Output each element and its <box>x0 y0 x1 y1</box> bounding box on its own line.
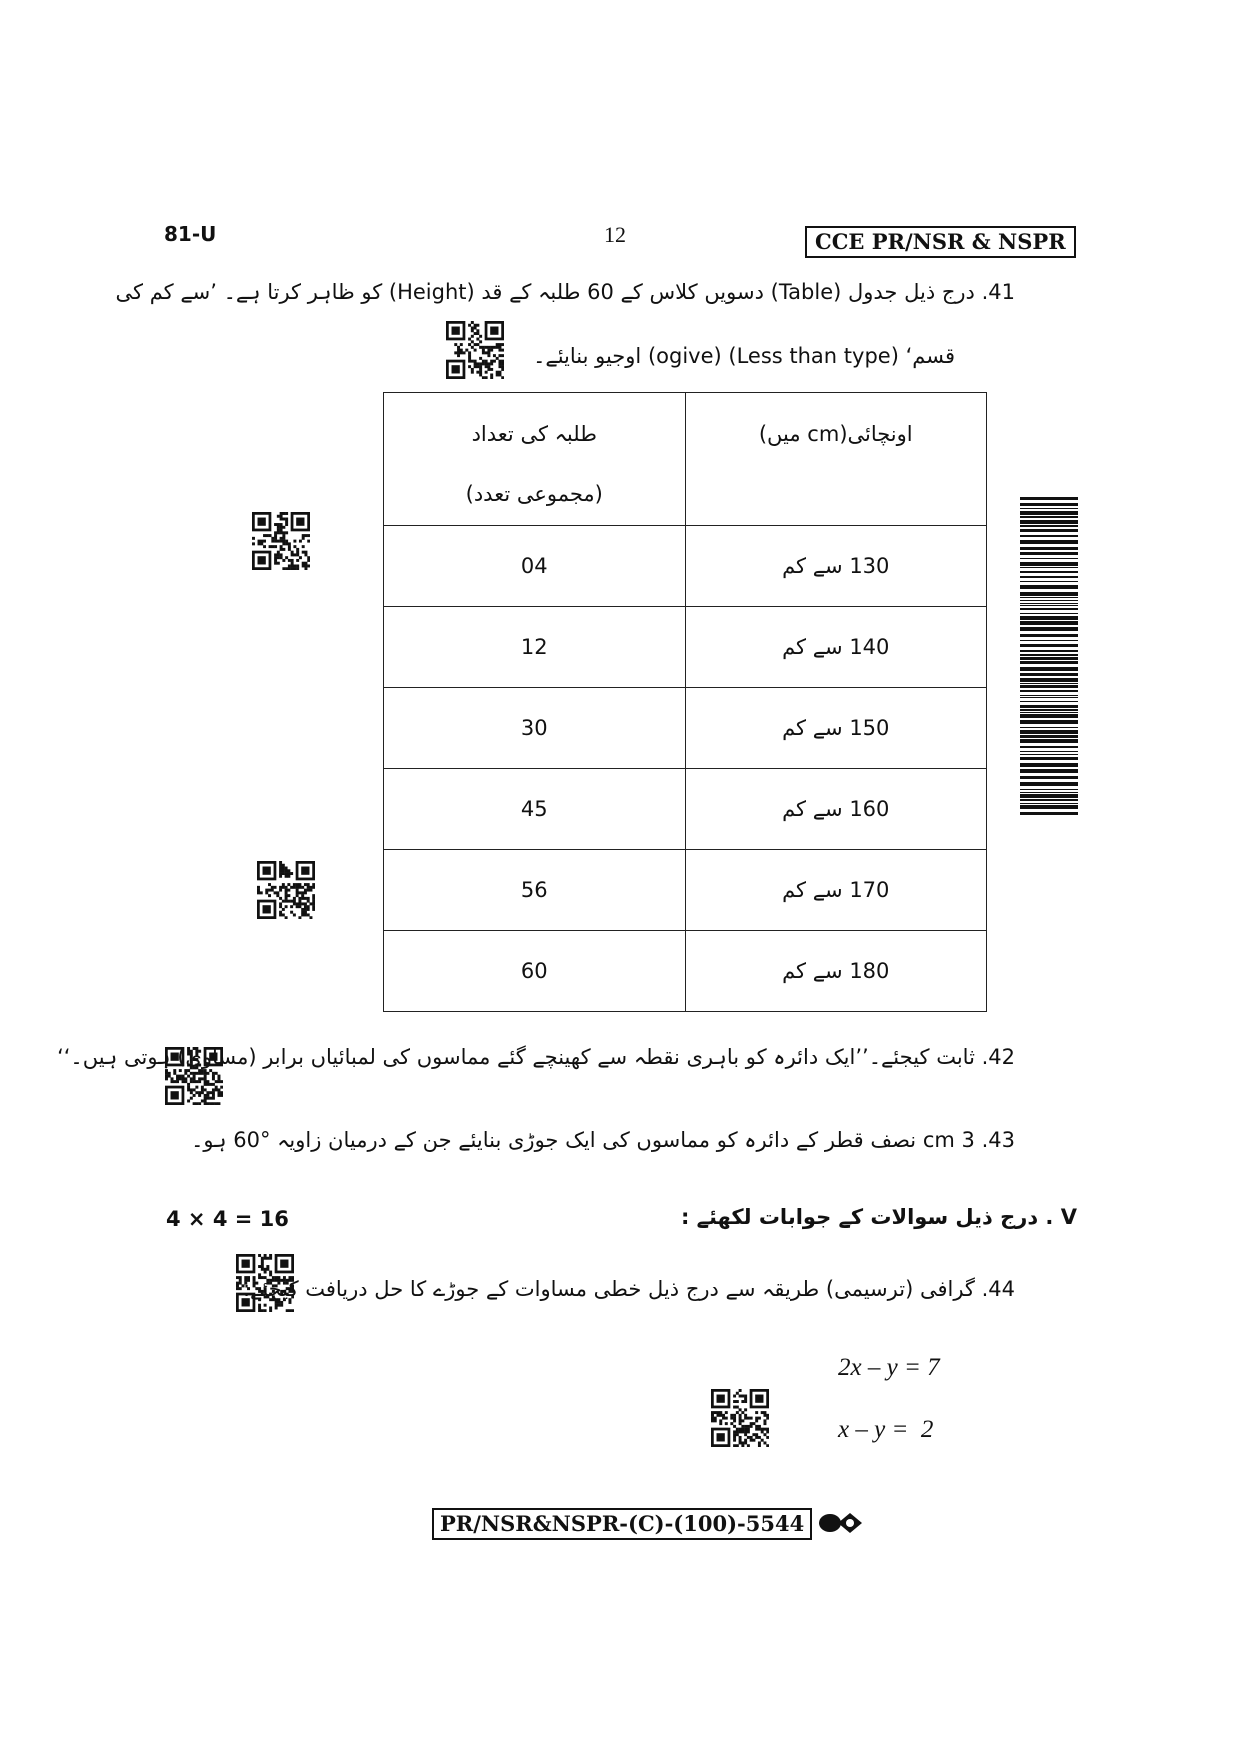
qr-code-icon <box>252 512 310 570</box>
question-41-line-1: 41. درج ذیل جدول (Table) دسویں کلاس کے 60 طلبہ کے قد (Height) کو ظاہر کرتا ہے۔ ’سے کم کی <box>115 280 1015 304</box>
height-cell: 160 سے کم <box>685 769 987 850</box>
students-cell: 45 <box>384 769 686 850</box>
exam-header: CCE PR/NSR & NSPR <box>805 226 1076 258</box>
question-41-line-2: قسم‘ (Less than type) (ogive) اوجیو بنایئے۔ <box>533 344 955 368</box>
height-cell: 170 سے کم <box>685 850 987 931</box>
question-44: 44. گرافی (ترسیمی) طریقہ سے درج ذیل خطی مساوات کے جوڑے کا حل دریافت کیجئے: <box>242 1277 1015 1301</box>
height-cell: 180 سے کم <box>685 931 987 1012</box>
equation-1: 2x – y = 7 <box>838 1354 940 1381</box>
end-mark-icon <box>818 1510 864 1540</box>
question-43: 43. 3 cm نصف قطر کے دائرہ کو مماسوں کی ایک جوڑی بنایئے جن کے درمیان زاویہ °60 ہو۔ <box>191 1128 1015 1152</box>
height-header: اونچائی(cm میں) <box>758 422 913 446</box>
students-cell: 04 <box>384 526 686 607</box>
students-cell: 12 <box>384 607 686 688</box>
students-cell: 60 <box>384 931 686 1012</box>
equation-2: x – y = 2 <box>838 1416 934 1443</box>
students-cell: 30 <box>384 688 686 769</box>
table-row <box>384 769 987 850</box>
question-42: 42. ثابت کیجئے۔’’ایک دائرہ کو باہری نقطہ سے کھینچے گئے مماسوں کی لمبائیاں برابر (مساوی) ہوتی ہیں۔‘‘ <box>57 1045 1015 1069</box>
section-marks: 4 × 4 = 16 <box>166 1207 289 1231</box>
paper-code: 81-U <box>164 222 217 246</box>
qr-code-icon <box>446 321 504 379</box>
table-row <box>384 526 987 607</box>
table-row <box>384 931 987 1012</box>
students-header: طلبہ کی تعداد <box>471 422 597 446</box>
students-cell: 56 <box>384 850 686 931</box>
height-cell: 130 سے کم <box>685 526 987 607</box>
page-number: 12 <box>604 222 626 247</box>
height-cell: 140 سے کم <box>685 607 987 688</box>
table-row <box>384 688 987 769</box>
students-subheader: (مجموعی تعدد) <box>465 482 603 506</box>
table-row <box>384 850 987 931</box>
height-cell: 150 سے کم <box>685 688 987 769</box>
qr-code-icon <box>711 1389 769 1447</box>
height-frequency-table <box>383 392 987 1012</box>
barcode-icon <box>1020 497 1078 815</box>
qr-code-icon <box>257 861 315 919</box>
section-v-heading: V . درج ذیل سوالات کے جوابات لکھئے : <box>680 1205 1077 1229</box>
footer-code: PR/NSR&NSPR-(C)-(100)-5544 <box>432 1508 812 1540</box>
table-row <box>384 607 987 688</box>
